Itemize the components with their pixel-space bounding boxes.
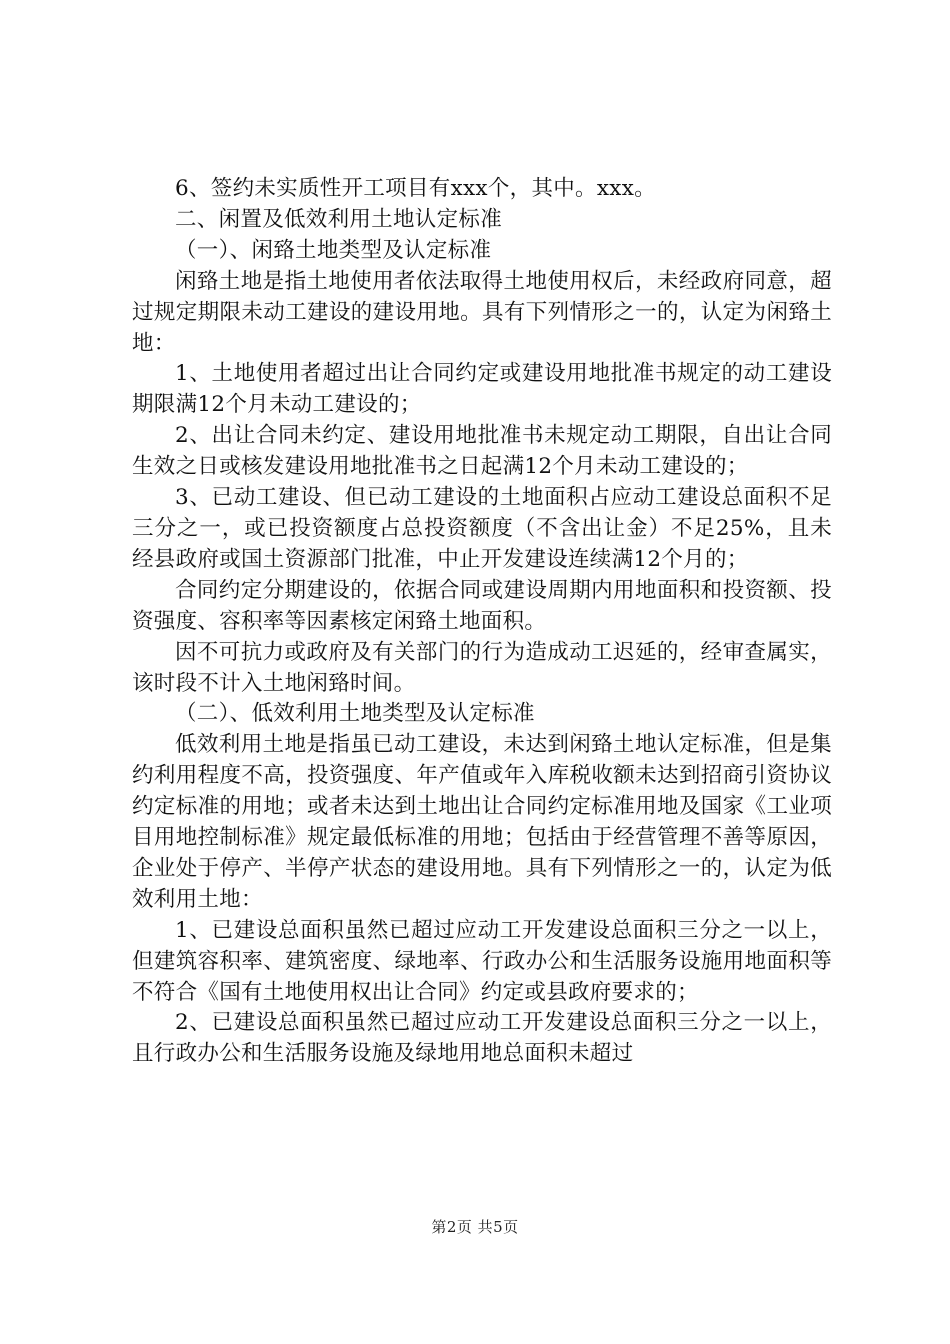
list-item: 1、已建设总面积虽然已超过应动工开发建设总面积三分之一以上，但建筑容积率、建筑密度、绿地率、行政办公和生活服务设施用地面积等不符合《国有土地使用权出让合同》约定或县政府要求的； (132, 917, 832, 1005)
document-body (132, 174, 832, 1070)
list-item: 3、已动工建设、但已动工建设的土地面积占应动工建设总面积不足三分之一，或已投资额度占总投资额度（不含出让金）不足25%，且未经县政府或国土资源部门批准，中止开发建设连续满12个月的； (132, 485, 832, 572)
page-footer: 第2页 共5页 (431, 1218, 519, 1236)
paragraph: 低效利用土地是指虽已动工建设，未达到闲臵土地认定标准，但是集约利用程度不高，投资强度、年产值或年入库税收额未达到招商引资协议约定标准的用地；或者未达到土地出让合同约定标准用地及国家《工业项目用地控制标准》规定最低标准的用地；包括由于经营管理不善等原因，企业处于停产、半停产状态的建设用地。具有下列情形之一的，认定为低效利用土地： (132, 732, 832, 912)
list-item: 2、出让合同未约定、建设用地批准书未规定动工期限，自出让合同生效之日或核发建设用地批准书之日起满12个月未动工建设的； (132, 423, 832, 480)
paragraph: 6、签约未实质性开工项目有xxx个，其中。xxx。 (175, 176, 656, 201)
list-item: 2、已建设总面积虽然已超过应动工开发建设总面积三分之一以上，且行政办公和生活服务设施及绿地用地总面积未超过 (132, 1010, 832, 1067)
paragraph: 因不可抗力或政府及有关部门的行为造成动工迟延的，经审查属实，该时段不计入土地闲臵时间。 (132, 639, 832, 696)
subsection-heading: （二）、低效利用土地类型及认定标准 (175, 701, 535, 727)
paragraph: 合同约定分期建设的，依据合同或建设周期内用地面积和投资额、投资强度、容积率等因素核定闲臵土地面积。 (132, 577, 832, 634)
section-heading: 二、闲置及低效利用土地认定标准 (175, 206, 503, 232)
subsection-heading: （一）、闲臵土地类型及认定标准 (175, 237, 492, 263)
list-item: 1、土地使用者超过出让合同约定或建设用地批准书规定的动工建设期限满12个月未动工建设的； (132, 361, 832, 418)
paragraph: 闲臵土地是指土地使用者依法取得土地使用权后，未经政府同意，超过规定期限未动工建设的建设用地。具有下列情形之一的，认定为闲臵土地： (132, 268, 832, 356)
